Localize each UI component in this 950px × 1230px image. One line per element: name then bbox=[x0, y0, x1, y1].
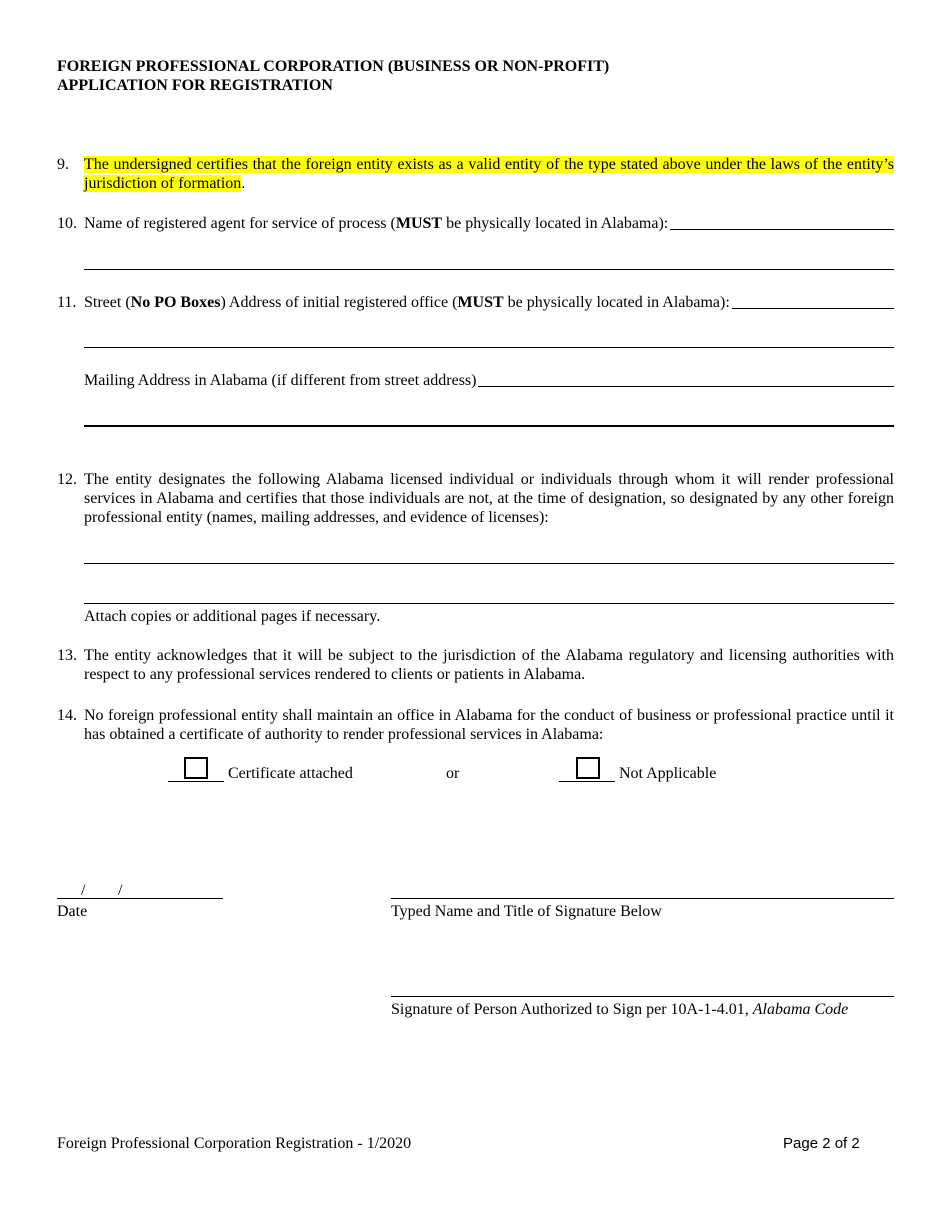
registered-agent-field-line2[interactable] bbox=[84, 269, 894, 270]
designated-individuals-field-line2[interactable] bbox=[84, 603, 894, 604]
mailing-address-field-line2[interactable] bbox=[84, 425, 894, 427]
date-slash-1: / bbox=[81, 882, 86, 899]
street-address-field[interactable] bbox=[732, 307, 894, 309]
mailing-address-label: Mailing Address in Alabama (if different from street address) bbox=[84, 372, 477, 389]
registered-agent-field[interactable] bbox=[670, 228, 894, 230]
or-label: or bbox=[446, 765, 460, 782]
item-9-period: . bbox=[241, 175, 246, 192]
form-title-line2: APPLICATION FOR REGISTRATION bbox=[57, 77, 333, 94]
typed-name-label: Typed Name and Title of Signature Below bbox=[391, 903, 662, 920]
item-11-number: 11. bbox=[57, 294, 77, 311]
item-9-number: 9. bbox=[57, 156, 69, 173]
attach-note: Attach copies or additional pages if necessary. bbox=[84, 608, 381, 625]
mailing-address-row bbox=[84, 371, 894, 390]
signature-field[interactable] bbox=[391, 996, 894, 997]
item-9-text bbox=[84, 155, 894, 193]
item-12-number: 12. bbox=[57, 471, 77, 488]
item-11-label: Street (No PO Boxes) Address of initial registered office (MUST be physically located in Alabama): bbox=[84, 294, 730, 311]
certificate-attached-label: Certificate attached bbox=[228, 765, 353, 782]
date-slash-2: / bbox=[118, 882, 123, 899]
item-13-text: The entity acknowledges that it will be subject to the jurisdiction of the Alabama regulatory and licensing authorities with respect to any professional services rendered to clients or patients in Alabama. bbox=[84, 647, 894, 683]
typed-name-field[interactable] bbox=[391, 898, 894, 899]
footer-page-number: Page 2 of 2 bbox=[783, 1135, 860, 1152]
date-label: Date bbox=[57, 903, 88, 920]
not-applicable-underline bbox=[559, 781, 615, 782]
item-10-label: Name of registered agent for service of process (MUST be physically located in Alabama): bbox=[84, 215, 669, 232]
certificate-attached-underline bbox=[168, 781, 224, 782]
item-11-row bbox=[84, 293, 894, 312]
date-field[interactable] bbox=[57, 880, 223, 899]
item-14-text: No foreign professional entity shall maintain an office in Alabama for the conduct of business or professional practice until it has obtained a certificate of authority to render professional services in Alabama: bbox=[84, 707, 894, 743]
item-12-text: The entity designates the following Alabama licensed individual or individuals through whom it will render professional services in Alabama and certifies that those individuals are not, at the time of designation, so designated by any other foreign professional entity (names, mailing addresses, and evidence of licenses): bbox=[84, 471, 894, 526]
form-title bbox=[57, 57, 609, 95]
item-13-number: 13. bbox=[57, 647, 77, 664]
footer-form-id: Foreign Professional Corporation Registration - 1/2020 bbox=[57, 1135, 412, 1152]
item-10-number: 10. bbox=[57, 215, 77, 232]
mailing-address-field[interactable] bbox=[478, 385, 894, 387]
item-10-row bbox=[84, 214, 894, 233]
not-applicable-label: Not Applicable bbox=[619, 765, 717, 782]
item-14-number: 14. bbox=[57, 707, 77, 724]
form-title-line1: FOREIGN PROFESSIONAL CORPORATION (BUSINESS OR NON-PROFIT) bbox=[57, 58, 610, 75]
street-address-field-line2[interactable] bbox=[84, 347, 894, 348]
signature-label: Signature of Person Authorized to Sign per 10A-1-4.01, Alabama Code bbox=[391, 1001, 849, 1018]
item-9-highlighted-text: The undersigned certifies that the foreign entity exists as a valid entity of the type stated above under the laws of the entity’s jurisdiction of formation bbox=[84, 156, 894, 192]
not-applicable-checkbox[interactable] bbox=[576, 757, 600, 779]
designated-individuals-field-line1[interactable] bbox=[84, 563, 894, 564]
certificate-attached-checkbox[interactable] bbox=[184, 757, 208, 779]
